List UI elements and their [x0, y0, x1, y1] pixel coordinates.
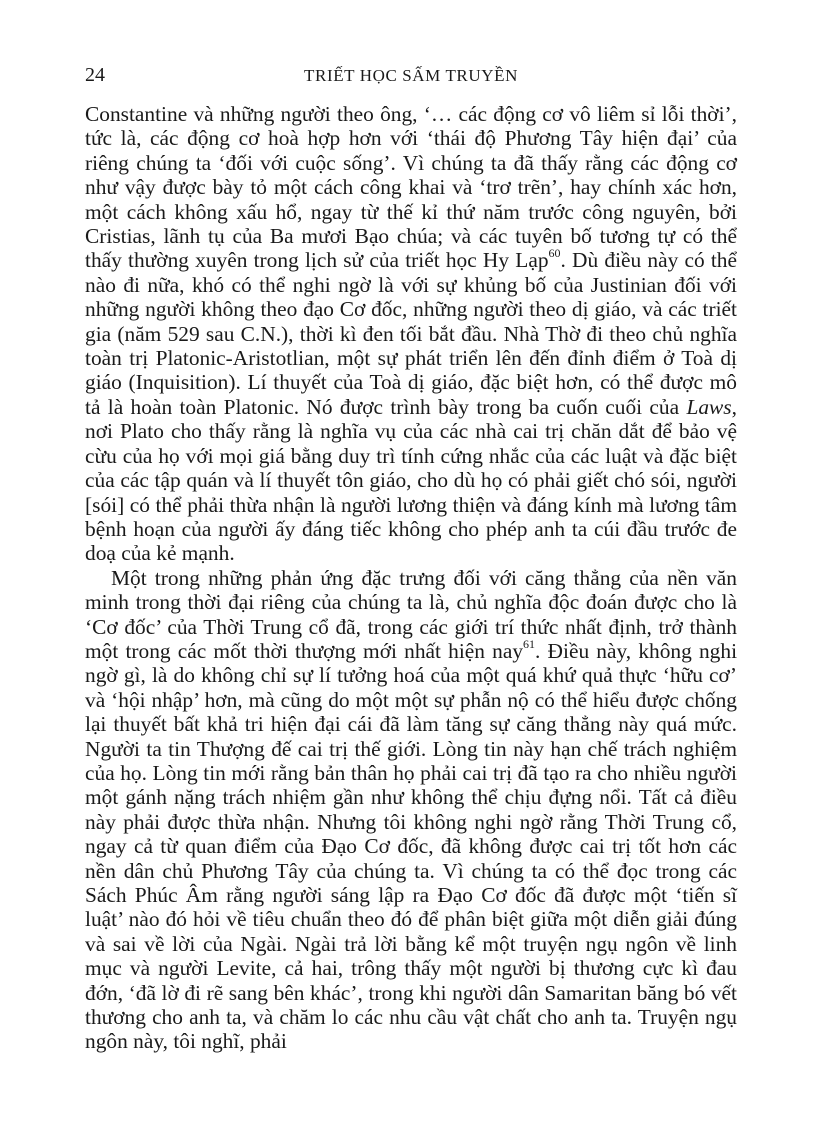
page-header	[85, 58, 737, 88]
book-page	[85, 58, 737, 1054]
paragraph-1-text-c: , nơi Plato cho thấy rằng là nghĩa vụ của các nhà cai trị chăn dắt để bảo vệ cừu của họ với mọi giá bằng duy trì tính cứng nhắc của các luật và đặc biệt của các tập quán và lí thuyết tôn giáo, cho dù họ có phải giết chó sói, người [sói] có thể phải thừa nhận là người lương thiện và đáng kính mà lương tâm bệnh hoạn của người ấy đáng tiếc không cho phép anh ta cúi đầu trước đe doạ của kẻ mạnh.	[85, 394, 737, 566]
paragraph-1-text-a: Constantine và những người theo ông, ‘… các động cơ vô liêm sỉ lỗi thời’, tức là, các động cơ hoà hợp hơn với ‘thái độ Phương Tây hiện đại’ của riêng chúng ta ‘đối với cuộc sống’. Vì chúng ta đã thấy rằng các động cơ như vậy được bày tỏ một cách công khai và ‘trơ trẽn’, hay chính xác hơn, một cách không xấu hổ, ngay từ thế kỉ thứ năm trước công nguyên, bởi Cristias, lãnh tụ của Ba mươi Bạo chúa; và các tuyên bố tương tự có thể thấy thường xuyên trong lịch sử của triết học Hy Lạp	[85, 102, 737, 273]
paragraph-1	[85, 102, 737, 566]
paragraph-1-text-b: . Dù điều này có thể nào đi nữa, khó có thể nghi ngờ là với sự khủng bố của Justinian đối với những người không theo đạo Cơ đốc, những người theo dị giáo, và các triết gia (năm 529 sau C.N.), thời kì đen tối bắt đầu. Nhà Thờ đi theo chủ nghĩa toàn trị Platonic-Aristotlian, một sự phát triển lên đến đỉnh điểm ở Toà dị giáo (Inquisition). Lí thuyết của Toà dị giáo, đặc biệt hơn, có thể được mô tả là hoàn toàn Platonic. Nó được trình bày trong ba cuốn cuối của	[85, 248, 737, 419]
paragraph-2	[85, 566, 737, 1054]
body-text	[85, 102, 737, 1054]
footnote-ref-61: 61	[523, 636, 536, 651]
running-title: TRIẾT HỌC SẤM TRUYỀN	[304, 66, 518, 85]
book-title-laws: Laws	[686, 394, 732, 419]
page-number: 24	[85, 64, 105, 86]
paragraph-2-text-b: . Điều này, không nghi ngờ gì, là do không chỉ sự lí tưởng hoá của một quá khứ quả thực ‘hữu cơ’ và ‘hội nhập’ hơn, mà cũng do một một sự phẫn nộ có thể hiểu được chống lại thuyết bất khả tri hiện đại cái đã làm tăng sự căng thẳng này quá mức. Người ta tin Thượng đế cai trị thế giới. Lòng tin này hạn chế trách nghiệm của họ. Lòng tin mới rằng bản thân họ phải cai trị đã tạo ra cho nhiều người một gánh nặng trách nhiệm gần như không thể chịu đựng nổi. Tất cả điều này phải được thừa nhận. Nhưng tôi không nghi ngờ rằng Thời Trung cổ, ngay cả từ quan điểm của Đạo Cơ đốc, đã không được cai trị tốt hơn các nền dân chủ Phương Tây của chúng ta. Vì chúng ta có thể đọc trong các Sách Phúc Âm rằng người sáng lập ra Đạo Cơ đốc đã được một ‘tiến sĩ luật’ nào đó hỏi về tiêu chuẩn theo đó để phân biệt giữa một diễn giải đúng và sai về lời của Ngài. Ngài trả lời bằng kể một truyện ngụ ngôn về linh mục và người Levite, cả hai, trông thấy một người bị thương cực kì đau đớn, ‘đã lờ đi rẽ sang bên khác’, trong khi người dân Samaritan băng bó vết thương cho anh ta, và chăm lo các nhu cầu vật chất cho anh ta. Truyện ngụ ngôn này, tôi nghĩ, phải	[85, 638, 738, 1054]
footnote-ref-60: 60	[548, 246, 561, 261]
paragraph-2-text-a: Một trong những phản ứng đặc trưng đối với căng thẳng của nền văn minh trong thời đại riêng của chúng ta là, chủ nghĩa độc đoán được cho là ‘Cơ đốc’ của Thời Trung cổ đã, trong các giới trí thức nhất định, trở thành một trong các mốt thời thượng mới nhất hiện nay	[85, 565, 737, 663]
